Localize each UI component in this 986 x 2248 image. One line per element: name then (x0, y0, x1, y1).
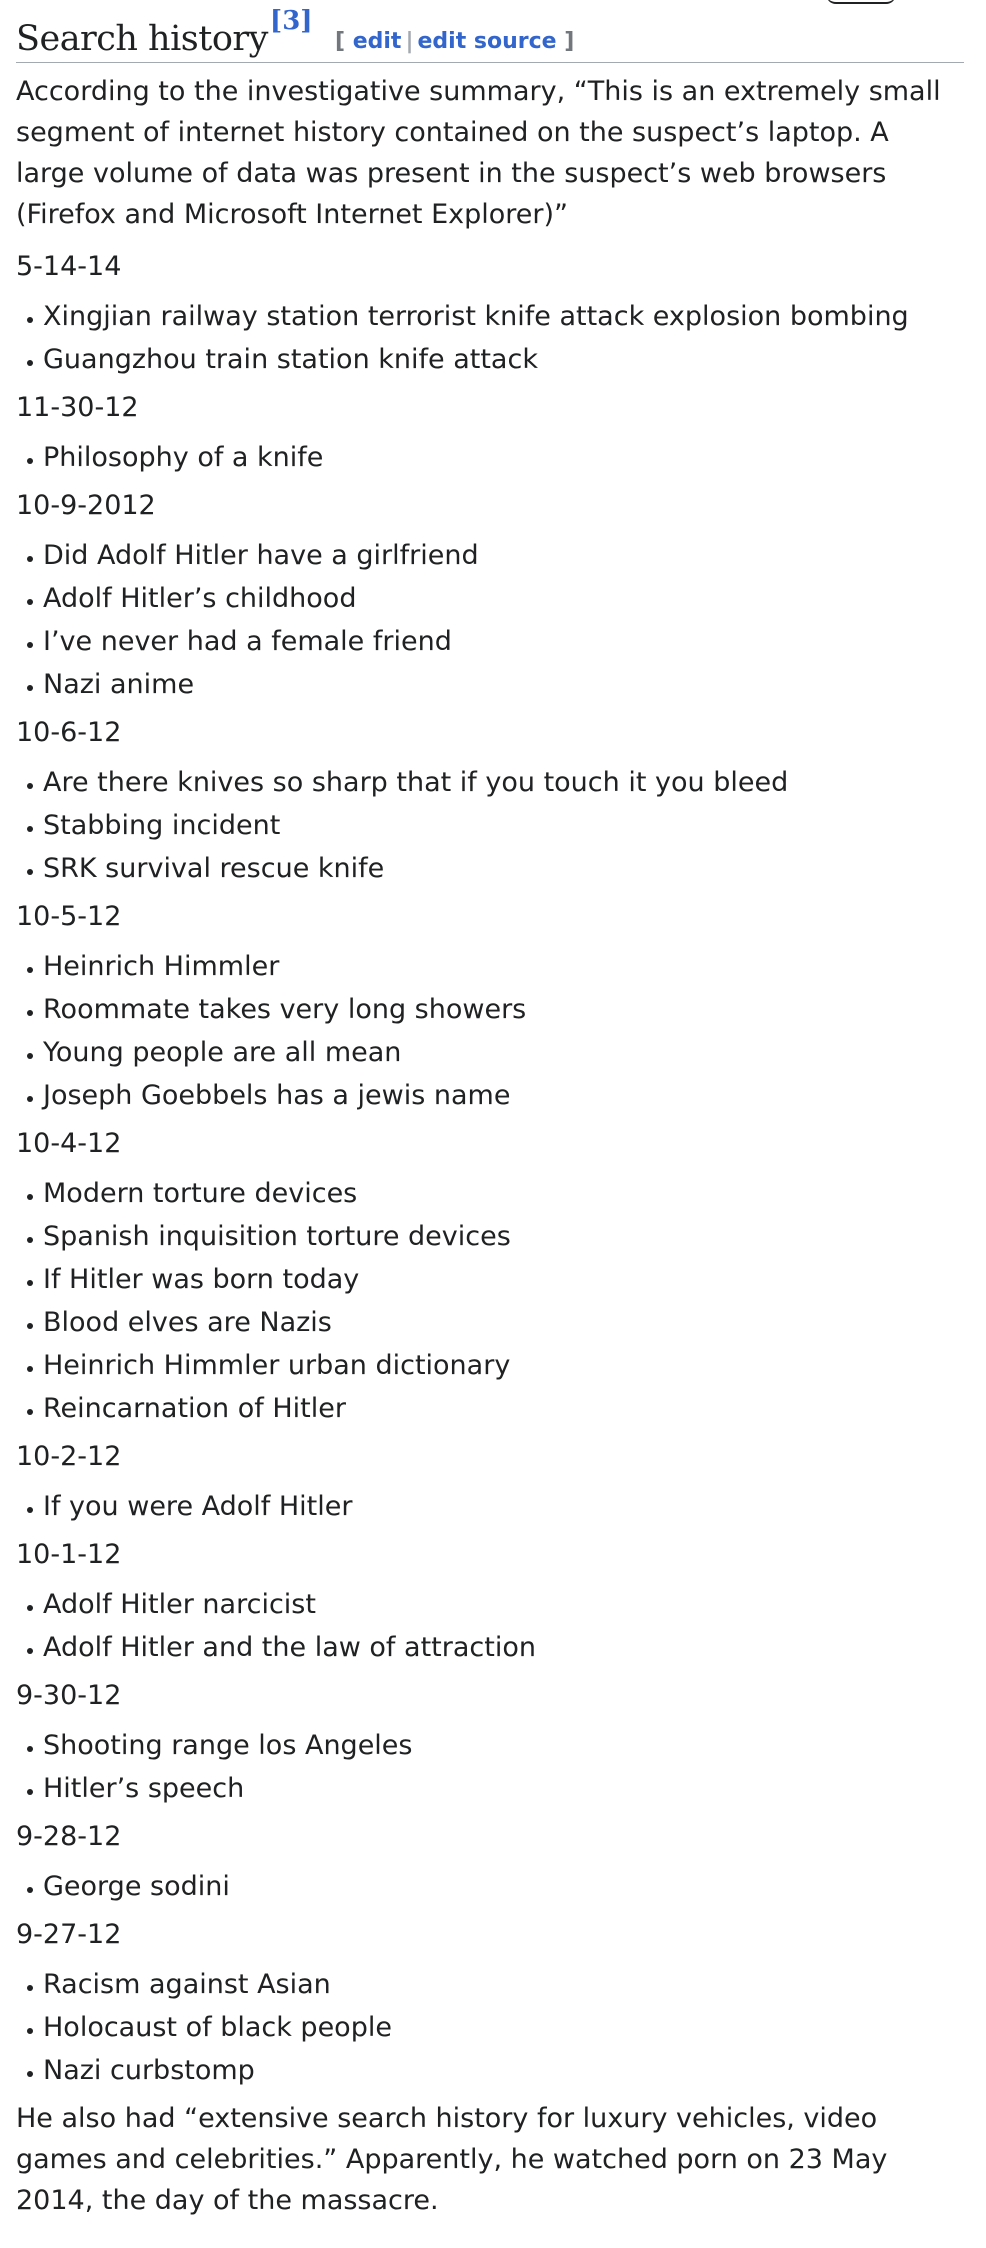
list-item: Guangzhou train station knife attack (16, 338, 964, 381)
list-item: SRK survival rescue knife (16, 847, 964, 890)
list-item: Young people are all mean (16, 1031, 964, 1074)
section-heading (16, 0, 964, 63)
list-item: Stabbing incident (16, 804, 964, 847)
edit-link[interactable]: edit (352, 29, 402, 54)
list-item: Philosophy of a knife (16, 436, 964, 479)
list-item: If Hitler was born today (16, 1258, 964, 1301)
search-term-list (16, 1865, 964, 1908)
list-item: Holocaust of black people (16, 2006, 964, 2049)
date-label: 10-4-12 (16, 1128, 122, 1159)
list-item: Reincarnation of Hitler (16, 1387, 964, 1430)
edit-bracket-close: ] (564, 29, 575, 54)
edit-bracket-open: [ (334, 29, 346, 54)
date-label: 10-1-12 (16, 1539, 122, 1570)
list-item: Joseph Goebbels has a jewis name (16, 1074, 964, 1117)
list-item: Blood elves are Nazis (16, 1301, 964, 1344)
list-item: Modern torture devices (16, 1172, 964, 1215)
edit-source-link[interactable]: edit source (417, 29, 557, 54)
list-item: Nazi anime (16, 663, 964, 706)
edit-separator: | (405, 29, 414, 54)
list-item: If you were Adolf Hitler (16, 1485, 964, 1528)
list-item: Did Adolf Hitler have a girlfriend (16, 534, 964, 577)
article-content (16, 0, 964, 2221)
date-label: 9-30-12 (16, 1680, 122, 1711)
list-item: Hitler’s speech (16, 1767, 964, 1810)
list-item: George sodini (16, 1865, 964, 1908)
list-item: Spanish inquisition torture devices (16, 1215, 964, 1258)
search-term-list (16, 295, 964, 381)
list-item: I’ve never had a female friend (16, 620, 964, 663)
date-label: 11-30-12 (16, 392, 139, 423)
list-item: Adolf Hitler narcicist (16, 1583, 964, 1626)
date-label: 10-9-2012 (16, 490, 156, 521)
citation-link[interactable]: [3] (269, 6, 313, 36)
list-item: Adolf Hitler’s childhood (16, 577, 964, 620)
list-item: Shooting range los Angeles (16, 1724, 964, 1767)
date-label: 9-27-12 (16, 1919, 122, 1950)
list-item: Heinrich Himmler urban dictionary (16, 1344, 964, 1387)
date-label: 10-6-12 (16, 717, 122, 748)
search-term-list (16, 1724, 964, 1810)
list-item: Are there knives so sharp that if you touch it you bleed (16, 761, 964, 804)
list-item: Xingjian railway station terrorist knife attack explosion bombing (16, 295, 964, 338)
section-title: Search history (16, 19, 268, 59)
search-term-list (16, 1583, 964, 1669)
search-term-list (16, 1963, 964, 2092)
search-term-list (16, 436, 964, 479)
intro-paragraph: According to the investigative summary, “This is an extremely small segment of internet history contained on the suspect’s laptop. A large volume of data was present in the suspect’s web browsers (Firefox and Microsoft Internet Explorer)” (16, 76, 941, 230)
search-term-list (16, 1172, 964, 1430)
list-item: Heinrich Himmler (16, 945, 964, 988)
date-label: 10-5-12 (16, 901, 122, 932)
list-item: Racism against Asian (16, 1963, 964, 2006)
list-item: Roommate takes very long showers (16, 988, 964, 1031)
search-term-list (16, 1485, 964, 1528)
outro-paragraph: He also had “extensive search history for luxury vehicles, video games and celebrities.” Apparently, he watched porn on 23 May 2014, the day of the massacre. (16, 2103, 888, 2216)
search-term-list (16, 534, 964, 706)
date-label: 10-2-12 (16, 1441, 122, 1472)
edit-section-links (335, 29, 574, 54)
search-term-list (16, 945, 964, 1117)
list-item: Adolf Hitler and the law of attraction (16, 1626, 964, 1669)
search-term-list (16, 761, 964, 890)
search-history-list (16, 246, 964, 2092)
list-item: Nazi curbstomp (16, 2049, 964, 2092)
date-label: 9-28-12 (16, 1821, 122, 1852)
date-label: 5-14-14 (16, 251, 122, 282)
